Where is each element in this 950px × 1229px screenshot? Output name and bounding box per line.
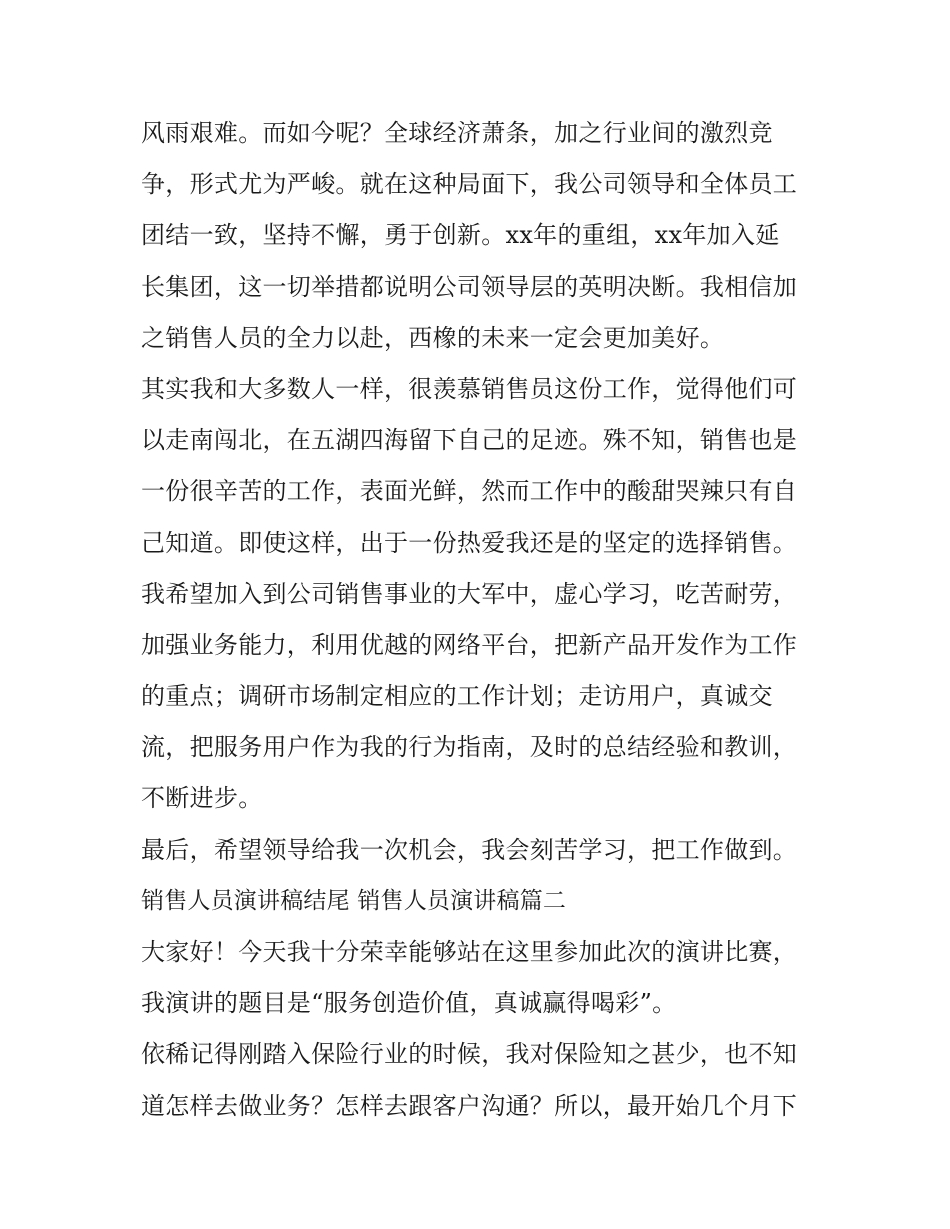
paragraph-line: 大家好！今天我十分荣幸能够站在这里参加此次的演讲比赛，	[141, 938, 798, 966]
paragraph-line: 加强业务能力，利用优越的网络平台，把新产品开发作为工作	[141, 630, 798, 659]
paragraph-line: 争，形式尤为严峻。就在这种局面下，我公司领导和全体员工	[141, 170, 798, 199]
paragraph-line: 流，把服务用户作为我的行为指南，及时的总结经验和教训，	[141, 733, 798, 762]
paragraph-line: 风雨艰难。而如今呢？全球经济萧条，加之行业间的激烈竞	[141, 119, 773, 147]
paragraph-line: 长集团，这一切举措都说明公司领导层的英明决断。我相信加	[141, 272, 798, 301]
paragraph-line: 一份很辛苦的工作，表面光鲜，然而工作中的酸甜哭辣只有自	[141, 477, 798, 506]
paragraph-line: 道怎样去做业务？怎样去跟客户沟通？所以，最开始几个月下	[141, 1091, 798, 1120]
paragraph-line: 的重点；调研市场制定相应的工作计划；走访用户，真诚交	[141, 682, 773, 711]
document-body	[141, 108, 821, 1132]
paragraph-line: 其实我和大多数人一样，很羡慕销售员这份工作，觉得他们可	[141, 374, 798, 403]
paragraph-line: 依稀记得刚踏入保险行业的时候，我对保险知之甚少，也不知	[141, 1040, 798, 1069]
section-heading: 销售人员演讲稿结尾 销售人员演讲稿篇二	[141, 887, 567, 914]
paragraph-line: 最后，希望领导给我一次机会，我会刻苦学习，把工作做到。	[141, 835, 798, 864]
paragraph-line: 团结一致，坚持不懈，勇于创新。xx年的重组，xx年加入延	[141, 221, 780, 250]
paragraph-line: 以走南闯北，在五湖四海留下自己的足迹。殊不知，销售也是	[141, 426, 798, 455]
paragraph-line: 之销售人员的全力以赴，西橡的未来一定会更加美好。	[141, 323, 725, 352]
paragraph-line: 我希望加入到公司销售事业的大军中，虚心学习，吃苦耐劳，	[141, 579, 798, 608]
paragraph-line: 己知道。即使这样，出于一份热爱我还是的坚定的选择销售。	[141, 528, 798, 557]
paragraph-line: 不断进步。	[141, 784, 263, 813]
paragraph-line: 我演讲的题目是“服务创造价值，真诚赢得喝彩”。	[141, 989, 677, 1018]
